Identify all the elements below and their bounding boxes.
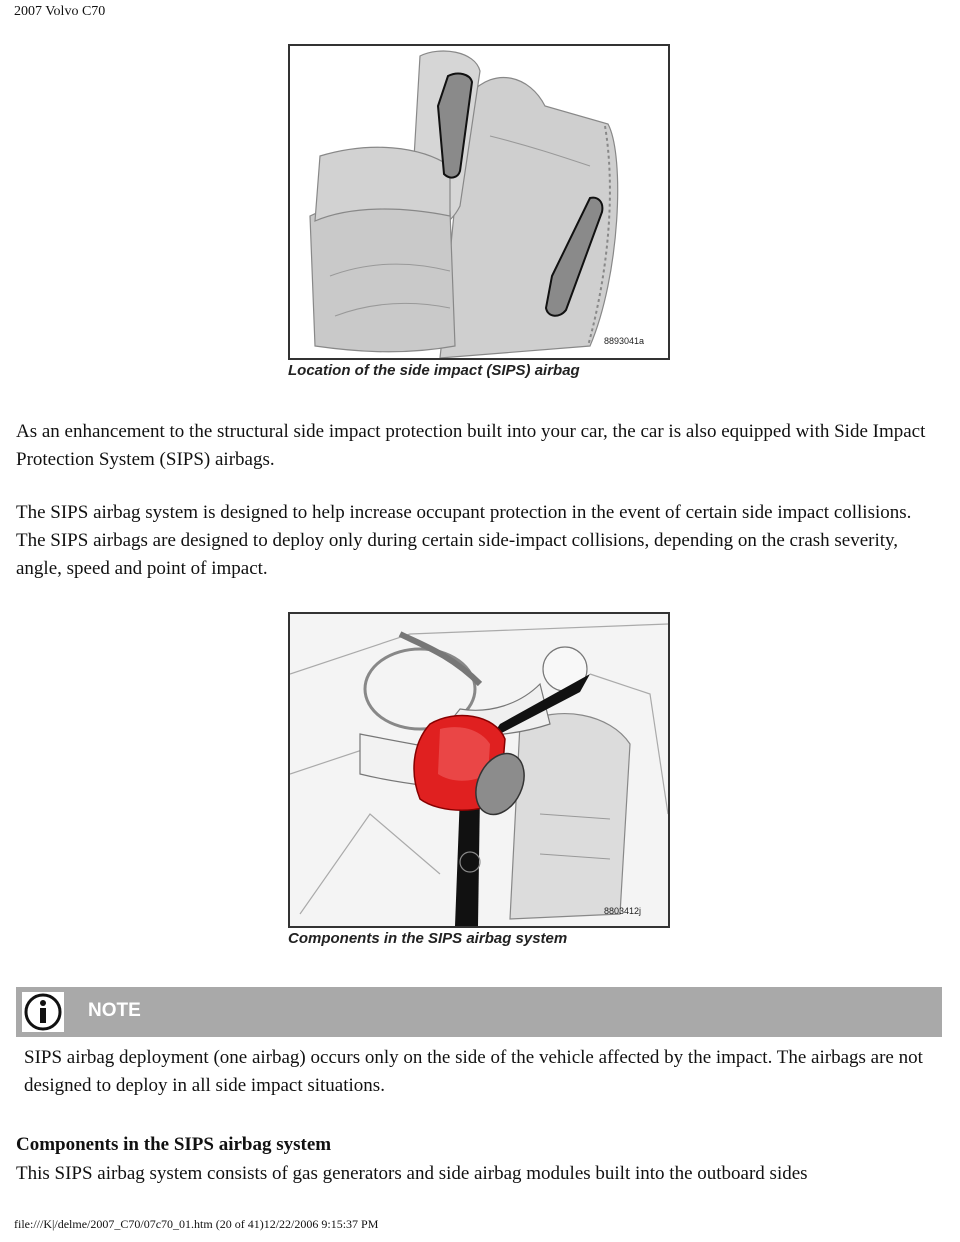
page-footer-path: file:///K|/delme/2007_C70/07c70_01.htm (20 of 41)12/22/2006 9:15:37 PM [14,1217,379,1231]
note-label: NOTE [88,1000,141,1021]
page-header-title: 2007 Volvo C70 [14,4,106,19]
figure-sips-location-frame [288,44,670,360]
figure-sips-components-code: 8803412j [604,906,642,916]
note-text: SIPS airbag deployment (one airbag) occurs only on the side of the vehicle affected by the impact. The airbags are not designed to deploy in all side impact situations. [24,1047,923,1096]
seat-illustration [290,46,668,358]
figure-sips-components-caption: Components in the SIPS airbag system [288,930,568,947]
components-heading: Components in the SIPS airbag system [16,1134,332,1155]
note-header [16,987,942,1037]
intro-paragraph-2: The SIPS airbag system is designed to help increase occupant protection in the event of certain side impact collisions. The SIPS airbags are designed to deploy only during certain side-impact collisions, depending on the crash severity, angle, speed and point of impact. [16,502,912,579]
figure-sips-location-code: 8893041a [604,336,645,346]
info-icon [22,992,64,1032]
intro-paragraph-1: As an enhancement to the structural side impact protection built into your car, the car is also equipped with Side Impact Protection System (SIPS) airbags. [16,421,926,470]
figure-sips-components-frame [288,612,670,928]
occupant-airbag-illustration [290,614,668,926]
figure-sips-location-caption: Location of the side impact (SIPS) airbag [288,362,580,379]
components-paragraph: This SIPS airbag system consists of gas generators and side airbag modules built into the outboard sides [16,1163,808,1184]
